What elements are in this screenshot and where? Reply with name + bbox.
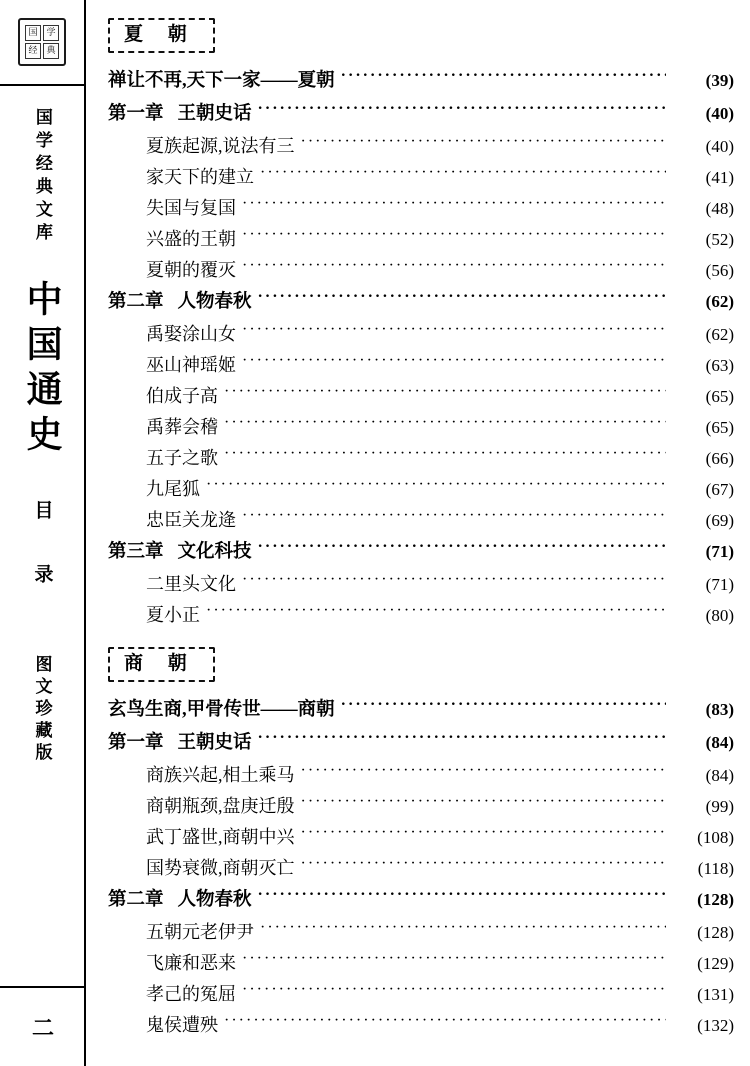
dot-leader [224, 446, 666, 464]
dot-leader [258, 730, 666, 749]
toc-entry-label: 武丁盛世,商朝中兴 [146, 826, 295, 847]
toc-label: 目 录 [31, 500, 53, 595]
dot-leader [258, 887, 666, 906]
edition-label: 图文珍藏版 [32, 655, 52, 765]
toc-entry-page: (131) [697, 984, 734, 1004]
dot-leader [242, 508, 666, 526]
toc-entry-label: 禅让不再,天下一家——夏朝 [108, 71, 335, 92]
seal-char-2: 学 [43, 25, 59, 41]
seal-char-4: 典 [43, 43, 59, 59]
dot-leader [260, 920, 666, 938]
toc-entry-page: (67) [705, 479, 734, 499]
toc-entry-page: (62) [705, 324, 734, 344]
toc-entry[interactable] [108, 598, 734, 629]
toc-entry[interactable] [108, 725, 734, 758]
toc-entry-page: (83) [705, 700, 734, 720]
seal-char-3: 经 [25, 43, 41, 59]
toc-entry-label [108, 734, 252, 753]
toc-entry[interactable] [108, 820, 734, 851]
toc-content [86, 0, 750, 1066]
toc-entry-page: (84) [705, 765, 734, 785]
toc-entry[interactable] [108, 946, 734, 977]
page-number: 二 [29, 1016, 55, 1038]
toc-entry[interactable] [108, 915, 734, 946]
dot-leader [242, 227, 666, 245]
toc-entry-label: 二里头文化 [146, 573, 236, 594]
toc-entry-label: 禹娶涂山女 [146, 323, 236, 344]
dot-leader [301, 134, 667, 152]
toc-entry[interactable] [108, 851, 734, 882]
dynasty-heading: 商 朝 [108, 647, 215, 682]
chapter-number: 第一章 [108, 104, 164, 125]
dot-leader [301, 794, 667, 812]
toc-entry-page: (132) [697, 1015, 734, 1035]
dynasty-heading: 夏 朝 [108, 18, 215, 53]
toc-entry-label: 飞廉和恶来 [146, 952, 236, 973]
series-title: 国学经典文库 [32, 108, 52, 246]
toc-entry-label: 兴盛的王朝 [146, 228, 236, 249]
toc-entry-label: 夏朝的覆灭 [146, 259, 236, 280]
toc-entry-label: 伯成子高 [146, 385, 218, 406]
dot-leader [242, 258, 666, 276]
toc-entry-page: (84) [705, 733, 734, 753]
dot-leader [242, 322, 666, 340]
dot-leader [224, 384, 666, 402]
toc-entry-page: (41) [705, 167, 734, 187]
toc-entry-page: (40) [705, 104, 734, 124]
dot-leader [301, 763, 667, 781]
toc-entry-page: (128) [697, 890, 734, 910]
seal-char-1: 国 [25, 25, 41, 41]
toc-entry[interactable] [108, 882, 734, 915]
toc-entry-label: 玄鸟生商,甲骨传世——商朝 [108, 700, 335, 721]
dot-leader [206, 603, 666, 621]
toc-entry[interactable] [108, 441, 734, 472]
chapter-number: 第三章 [108, 542, 164, 563]
chapter-title: 人物春秋 [177, 292, 252, 313]
dot-leader [242, 353, 666, 371]
toc-entry-label: 五朝元老伊尹 [146, 921, 254, 942]
toc-entry-label: 失国与复国 [146, 197, 236, 218]
toc-entry-label: 商朝瓶颈,盘庚迁殷 [146, 795, 295, 816]
toc-entry-label: 夏小正 [146, 604, 200, 625]
toc-entry[interactable] [108, 567, 734, 598]
toc-entry[interactable] [108, 222, 734, 253]
dot-leader [341, 68, 666, 87]
toc-entry[interactable] [108, 63, 734, 96]
chapter-number: 第一章 [108, 733, 164, 754]
toc-entry[interactable] [108, 472, 734, 503]
toc-entry-page: (80) [705, 605, 734, 625]
dot-leader [242, 982, 666, 1000]
toc-entry[interactable] [108, 534, 734, 567]
toc-entry-page: (65) [705, 417, 734, 437]
toc-entry[interactable] [108, 253, 734, 284]
toc-entry-page: (71) [705, 542, 734, 562]
toc-entry-label [108, 105, 252, 124]
toc-entry-label: 忠臣关龙逄 [146, 509, 236, 530]
toc-entry[interactable] [108, 191, 734, 222]
chapter-title: 文化科技 [177, 542, 252, 563]
book-spine-column [0, 0, 86, 1066]
dot-leader [258, 539, 666, 558]
seal-grid [25, 25, 59, 59]
dot-leader [242, 572, 666, 590]
dot-leader [242, 951, 666, 969]
dot-leader [260, 165, 666, 183]
toc-entry[interactable] [108, 977, 734, 1008]
chapter-title: 王朝史话 [177, 733, 252, 754]
dot-leader [258, 289, 666, 308]
page-number-box [0, 986, 84, 1066]
toc-entry[interactable] [108, 410, 734, 441]
toc-entry[interactable] [108, 692, 734, 725]
chapter-number: 第二章 [108, 292, 164, 313]
toc-entry[interactable] [108, 758, 734, 789]
dot-leader [242, 196, 666, 214]
toc-entry-label: 五子之歌 [146, 447, 218, 468]
dot-leader [258, 101, 666, 120]
toc-entry-label [108, 293, 252, 312]
toc-entry[interactable] [108, 503, 734, 534]
dot-leader [224, 1013, 666, 1031]
toc-entry-page: (40) [705, 136, 734, 156]
toc-entry-label: 鬼侯遭殃 [146, 1014, 218, 1035]
toc-entry-label [108, 891, 252, 910]
toc-entry-label: 家天下的建立 [146, 166, 254, 187]
toc-entry-label: 禹葬会稽 [146, 416, 218, 437]
toc-entry[interactable] [108, 129, 734, 160]
toc-entry[interactable] [108, 1008, 734, 1039]
toc-entry-page: (108) [697, 827, 734, 847]
dot-leader [301, 856, 667, 874]
toc-entry-page: (69) [705, 510, 734, 530]
toc-entry[interactable] [108, 160, 734, 191]
toc-entry-page: (118) [697, 858, 734, 878]
toc-entry[interactable] [108, 284, 734, 317]
toc-entry[interactable] [108, 379, 734, 410]
dot-leader [206, 477, 666, 495]
toc-entry-page: (128) [697, 922, 734, 942]
toc-entry-label: 孝己的冤屈 [146, 983, 236, 1004]
toc-entry-label: 商族兴起,相土乘马 [146, 764, 295, 785]
toc-entry[interactable] [108, 789, 734, 820]
chapter-number: 第二章 [108, 890, 164, 911]
toc-entry[interactable] [108, 317, 734, 348]
toc-entry-label: 国势衰微,商朝灭亡 [146, 857, 295, 878]
toc-entry-page: (39) [705, 71, 734, 91]
toc-entry-page: (71) [705, 574, 734, 594]
toc-entry-page: (62) [705, 292, 734, 312]
book-title: 中国通史 [22, 280, 63, 460]
toc-entry-page: (66) [705, 448, 734, 468]
toc-entry-label [108, 543, 252, 562]
toc-entry-page: (63) [705, 355, 734, 375]
toc-entry[interactable] [108, 348, 734, 379]
toc-entry-page: (129) [697, 953, 734, 973]
toc-entry-page: (56) [705, 260, 734, 280]
dot-leader [301, 825, 667, 843]
toc-entry-page: (52) [705, 229, 734, 249]
chapter-title: 王朝史话 [177, 104, 252, 125]
toc-entry-label: 夏族起源,说法有三 [146, 135, 295, 156]
dot-leader [341, 697, 666, 716]
toc-entry-page: (48) [705, 198, 734, 218]
toc-entry-label: 巫山神瑶姬 [146, 354, 236, 375]
toc-entry-label: 九尾狐 [146, 478, 200, 499]
seal-icon [18, 18, 66, 66]
toc-entry-page: (65) [705, 386, 734, 406]
dot-leader [224, 415, 666, 433]
spine-divider-1 [0, 84, 84, 86]
chapter-title: 人物春秋 [177, 890, 252, 911]
toc-entry-page: (99) [705, 796, 734, 816]
toc-entry[interactable] [108, 96, 734, 129]
